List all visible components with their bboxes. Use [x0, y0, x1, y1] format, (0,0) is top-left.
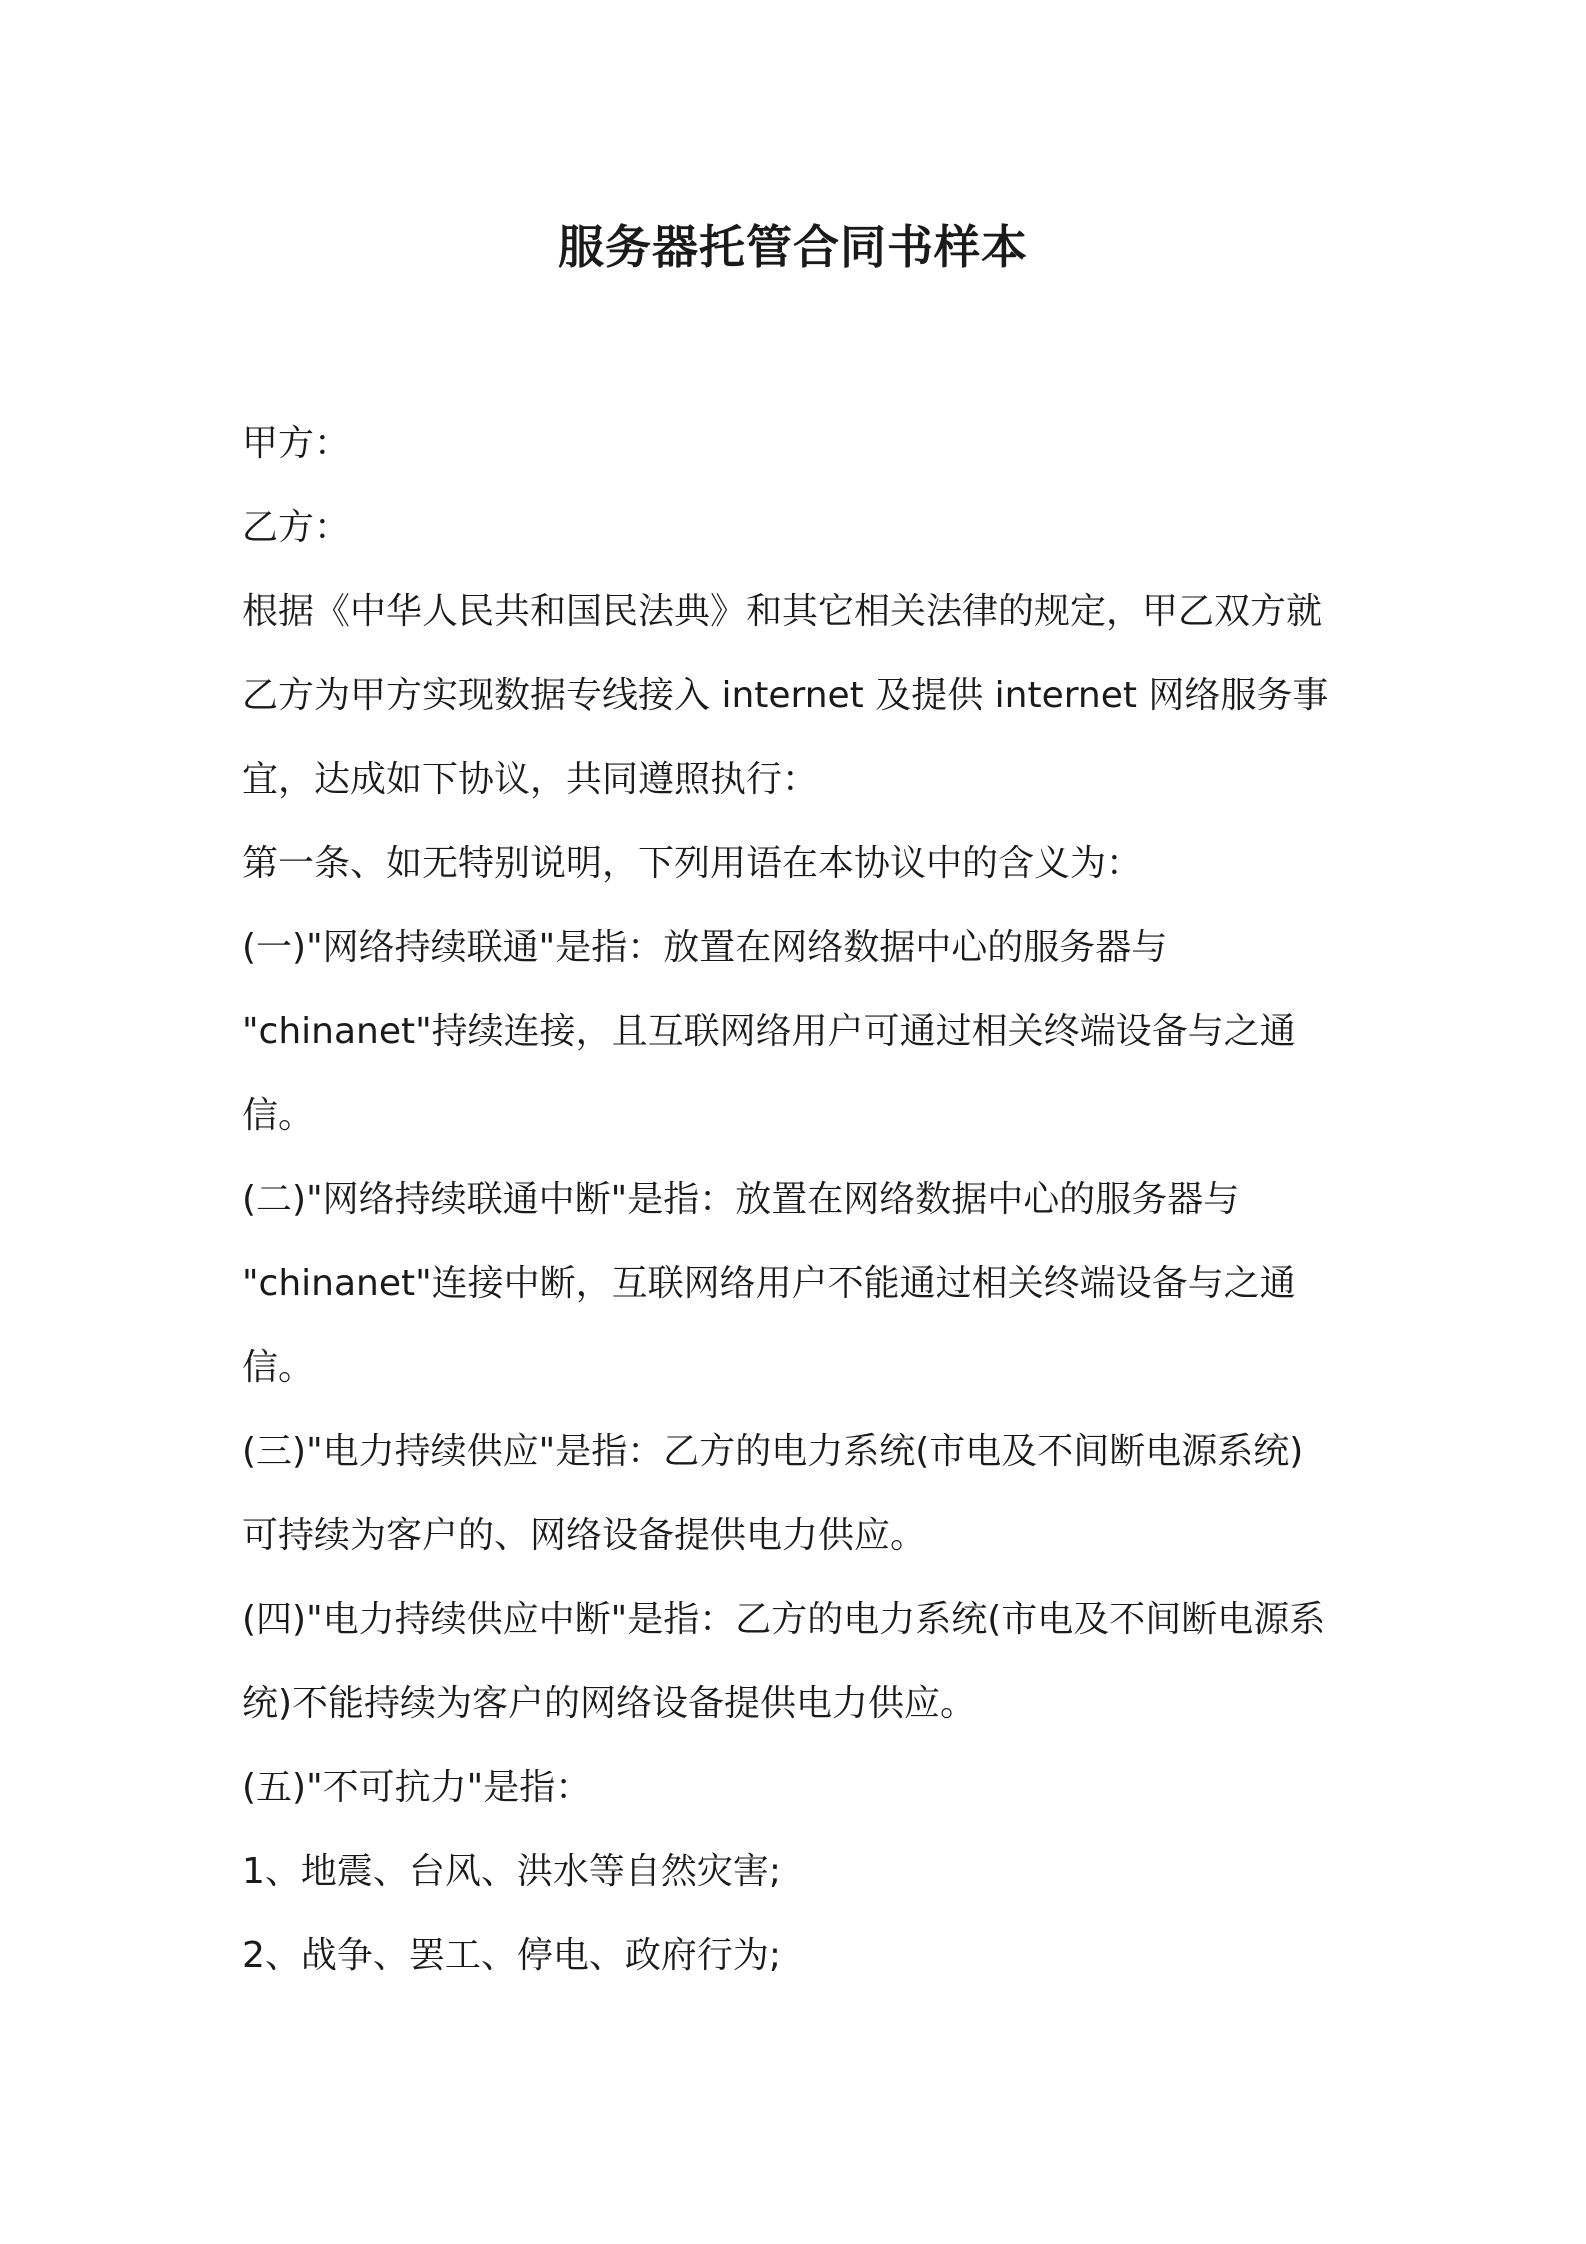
list-item: 2、战争、罢工、停电、政府行为;	[242, 1935, 782, 1976]
party-b-line: 乙方：	[242, 507, 351, 548]
document-title: 服务器托管合同书样本	[558, 220, 1028, 274]
definition-line: 可持续为客户的、网络设备提供电力供应。	[242, 1515, 927, 1556]
definition-line: (一)"网络持续联通"是指：放置在网络数据中心的服务器与	[242, 927, 1168, 968]
article-heading: 第一条、如无特别说明，下列用语在本协议中的含义为：	[242, 843, 1143, 884]
definition-line: (四)"电力持续供应中断"是指：乙方的电力系统(市电及不间断电源系	[242, 1599, 1326, 1640]
list-item: 1、地震、台风、洪水等自然灾害;	[242, 1851, 782, 1892]
party-a-line: 甲方：	[242, 423, 351, 464]
preamble-line: 乙方为甲方实现数据专线接入 internet 及提供 internet 网络服务事	[242, 675, 1329, 716]
definition-line: "chinanet"持续连接，且互联网络用户可通过相关终端设备与之通	[242, 1011, 1296, 1052]
preamble-line: 根据《中华人民共和国民法典》和其它相关法律的规定，甲乙双方就	[242, 591, 1323, 632]
definition-line: "chinanet"连接中断，互联网络用户不能通过相关终端设备与之通	[242, 1263, 1296, 1304]
definition-line: 信。	[242, 1347, 315, 1388]
definition-line: 统)不能持续为客户的网络设备提供电力供应。	[242, 1683, 977, 1724]
definition-line: (五)"不可抗力"是指：	[242, 1767, 592, 1808]
definition-line: (二)"网络持续联通中断"是指：放置在网络数据中心的服务器与	[242, 1179, 1240, 1220]
preamble-line: 宜，达成如下协议，共同遵照执行：	[242, 759, 819, 800]
definition-line: (三)"电力持续供应"是指：乙方的电力系统(市电及不间断电源系统)	[242, 1431, 1304, 1472]
document-body	[242, 402, 1362, 1998]
definition-line: 信。	[242, 1095, 315, 1136]
